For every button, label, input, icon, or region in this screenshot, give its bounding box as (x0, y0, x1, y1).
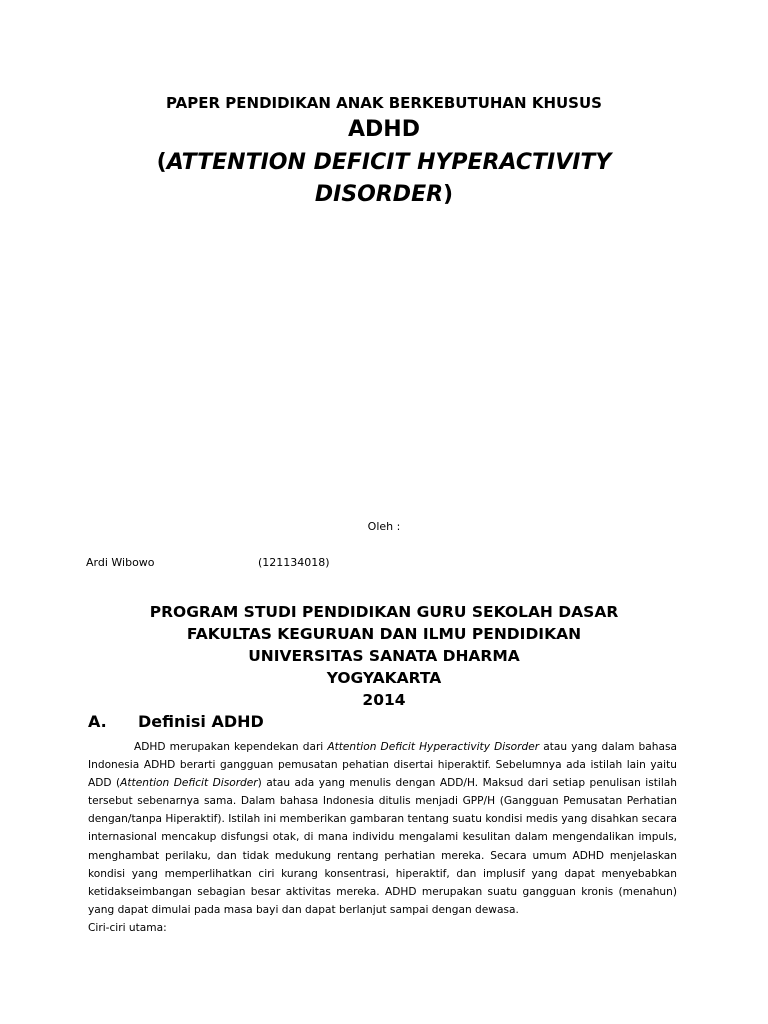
section-heading (88, 712, 264, 731)
definition-text-1: ADHD merupakan kependekan dari (134, 741, 328, 753)
author-nim: (121134018) (258, 556, 330, 569)
definition-paragraph (88, 738, 677, 919)
section-body (88, 738, 677, 937)
definition-text-3: ) atau ada yang menulis dengan ADD/H. Maksud dari setiap penulisan istilah tersebut sebenarnya sama. Dalam bahasa Indonesia ditulis menjadi GPP/H (Gangguan Pemusatan Perhatian dengan/tanpa Hiperaktif). Istilah ini memberikan gambaran tentang suatu kondisi medis yang disahkan secara internasional mencakup disfungsi otak, di mana individu mengalami kesulitan dalam mengendalikan impuls, menghambat perilaku, dan tidak medukung rentang perhatian mereka. Secara umum ADHD menjelaskan kondisi yang memperlihatkan ciri kurang konsentrasi, hiperaktif, dan implusif yang dapat menyebabkan ketidakseimbangan sebagian besar aktivitas mereka. ADHD merupakan suatu gangguan kronis (menahun) yang dapat dimulai pada masa bayi dan dapat berlanjut sampai dengan dewasa. (88, 777, 678, 916)
oleh-label: Oleh : (367, 520, 401, 533)
definition-term-italic: Attention Deficit Hyperactivity Disorder (327, 741, 540, 753)
section-title: Definisi ADHD (138, 712, 264, 731)
definition-text-2: atau yang dalam bahasa Indonesia ADHD berarti gangguan pemusatan pehatian disertai hiperaktif. Sebelumnya ada istilah lain yaitu ADD ( (88, 741, 677, 790)
title-open-paren: ( (156, 150, 167, 175)
institution-city: YOGYAKARTA (326, 669, 442, 687)
section-number: A. (88, 712, 107, 731)
title-expansion-text-2: DISORDER (314, 182, 444, 207)
ciri-label: Ciri-ciri utama: (88, 921, 167, 934)
title-expansion-line1 (0, 147, 768, 179)
institution-university: UNIVERSITAS SANATA DHARMA (248, 647, 520, 665)
institution-faculty: FAKULTAS KEGURUAN DAN ILMU PENDIDIKAN (186, 625, 582, 643)
title-expansion (0, 147, 768, 211)
title-expansion-line2 (0, 179, 768, 211)
institution-year: 2014 (362, 691, 406, 709)
add-term-italic: Attention Deficit Disorder (120, 777, 258, 790)
title-expansion-text-1: ATTENTION DEFICIT HYPERACTIVITY (166, 150, 612, 175)
institution-block (0, 601, 768, 711)
institution-program: PROGRAM STUDI PENDIDIKAN GURU SEKOLAH DASAR (149, 603, 619, 621)
title-close-paren: ) (443, 182, 454, 207)
author-name: Ardi Wibowo (86, 556, 155, 569)
title-main: ADHD (348, 117, 420, 142)
paper-label: PAPER PENDIDIKAN ANAK BERKEBUTUHAN KHUSUS (166, 94, 602, 112)
